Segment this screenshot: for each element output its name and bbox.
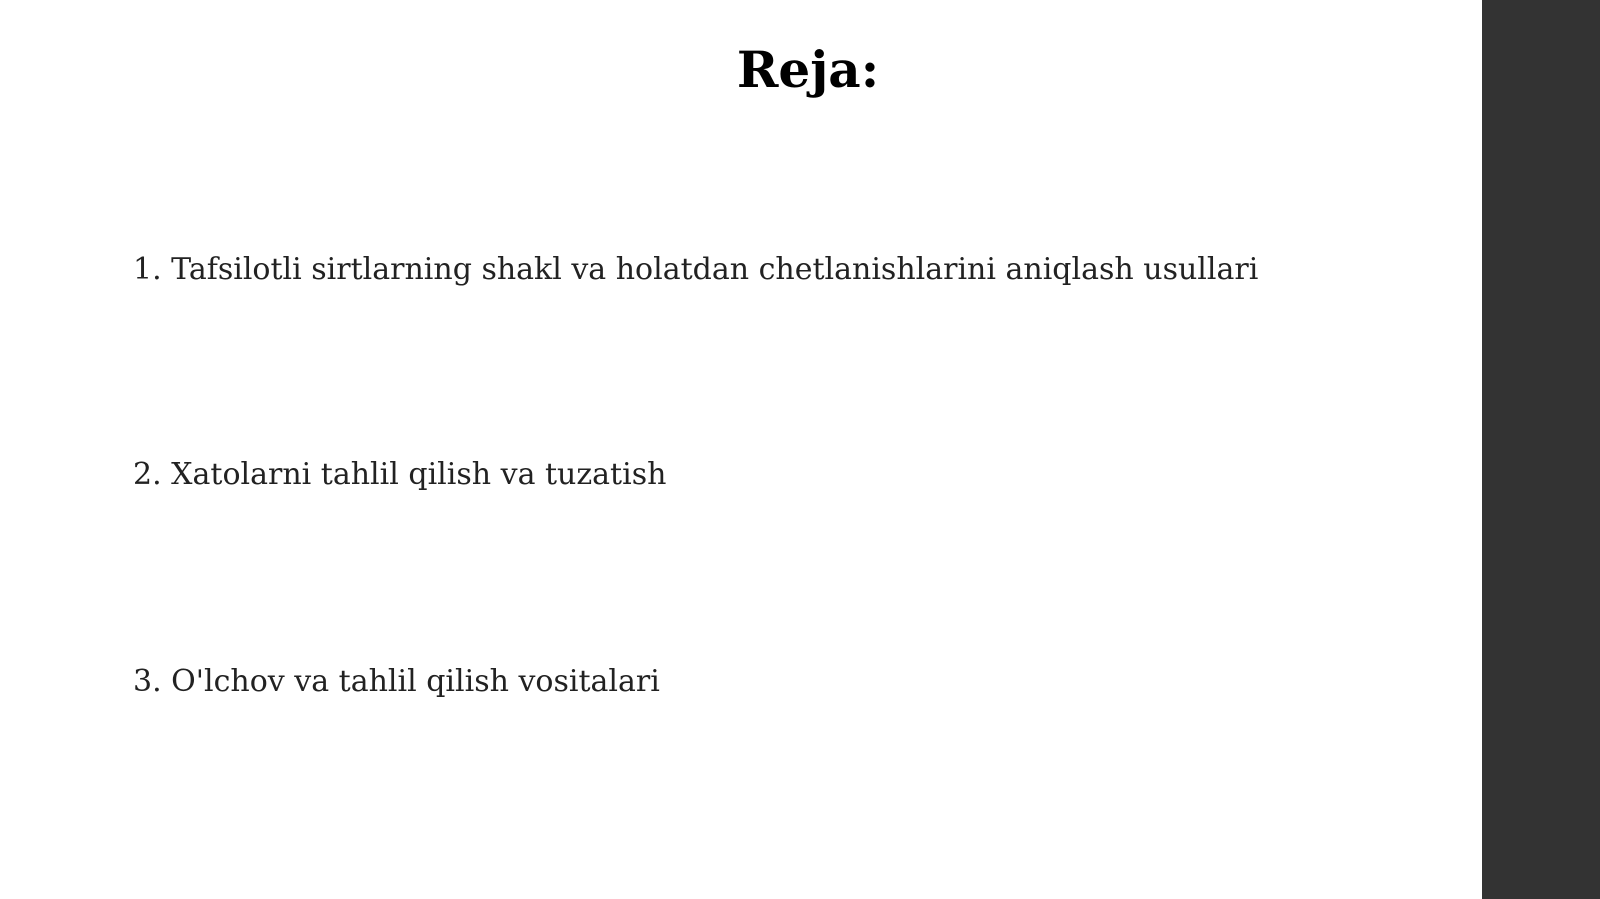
side-panel [1482,0,1600,899]
plan-item-3: 3. O'lchov va tahlil qilish vositalari [133,664,660,699]
plan-item-2: 2. Xatolarni tahlil qilish va tuzatish [133,457,667,492]
slide-title: Reja: [736,40,880,99]
plan-item-1: 1. Tafsilotli sirtlarning shakl va holatdan chetlanishlarini aniqlash usullari [133,252,1259,287]
